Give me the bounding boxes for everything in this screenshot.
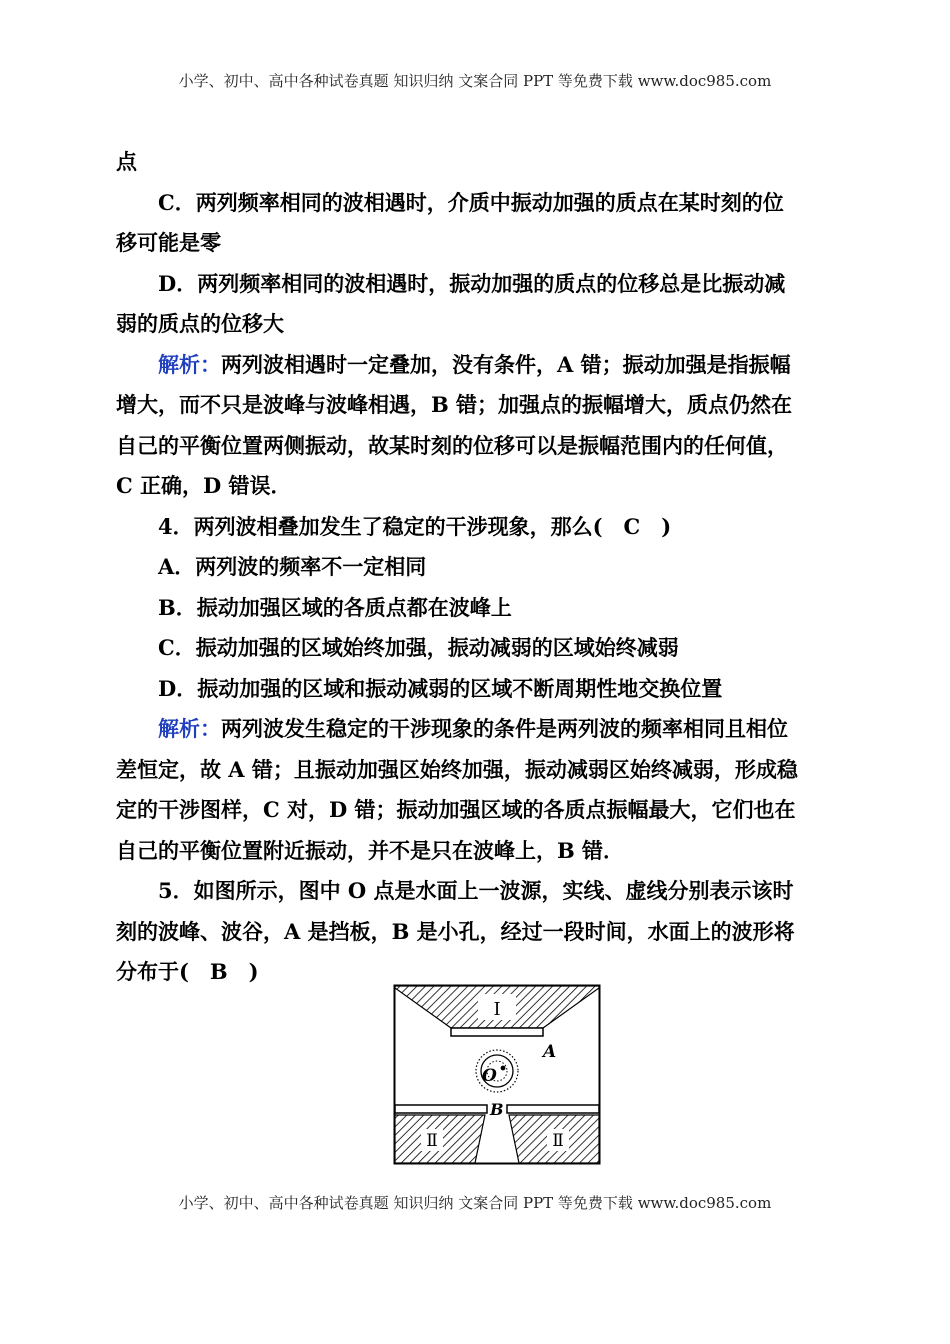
source-dot [501,1066,506,1071]
option-b: B．振动加强区域的各质点都在波峰上 [158,594,512,620]
question-5: 5．如图所示，图中 O 点是水面上一波源，实线、虚线分别表示该时 [158,878,794,903]
barrier-B-left [395,1105,487,1113]
text-line: 刻的波峰、波谷，A 是挡板，B 是小孔，经过一段时间，水面上的波形将 [116,918,795,944]
text-line: 定的干涉图样，C 对，D 错；振动加强区域的各质点振幅最大，它们也在 [116,797,796,822]
option-d: D．振动加强的区域和振动减弱的区域不断周期性地交换位置 [158,675,723,701]
text-line: 点 [116,149,137,174]
option-a: A．两列波的频率不一定相同 [158,554,427,579]
wave-diagram [393,984,601,1165]
text-line: C 正确，D 错误． [116,473,292,498]
text-line: 自己的平衡位置两侧振动，故某时刻的位移可以是振幅范围内的任何值， [116,432,788,458]
label-region-II-right: Ⅱ [552,1131,564,1151]
text-line: 自己的平衡位置附近振动，并不是只在波峰上，B 错． [116,837,625,863]
option-c: C．两列频率相同的波相遇时，介质中振动加强的质点在某时刻的位 [158,189,784,215]
option-d: D．两列频率相同的波相遇时，振动加强的质点的位移总是比振动减 [158,270,786,296]
analysis-text: 两列波相遇时一定叠加，没有条件，A 错；振动加强是指振幅 [221,351,791,377]
question-4: 4．两列波相叠加发生了稳定的干涉现象，那么( C ) [158,513,672,539]
label-B: B [490,1100,504,1119]
page-footer: 小学、初中、高中各种试卷真题 知识归纳 文案合同 PPT 等免费下载 www.doc985.com [178,1194,772,1212]
analysis-4 [116,709,838,750]
label-region-II-left: Ⅱ [426,1131,438,1151]
text-line: 移可能是零 [116,230,221,255]
label-O: O [482,1066,497,1086]
text-line: 差恒定，故 A 错；且振动加强区始终加强，振动减弱区始终减弱，形成稳 [116,756,798,782]
option-c: C．振动加强的区域始终加强，振动减弱的区域始终减弱 [158,635,679,660]
barrier-A [451,1028,543,1036]
text-line: 分布于( B ) [116,959,259,984]
label-A: A [543,1042,557,1062]
text-line: 增大，而不只是波峰与波峰相遇，B 错；加强点的振幅增大，质点仍然在 [116,392,793,417]
analysis-text: 两列波发生稳定的干涉现象的条件是两列波的频率相同且相位 [221,716,788,741]
barrier-B-right [507,1105,599,1113]
label-region-I: Ⅰ [493,999,501,1020]
analysis-3 [116,345,838,386]
analysis-label: 解析： [158,351,221,377]
page-header: 小学、初中、高中各种试卷真题 知识归纳 文案合同 PPT 等免费下载 www.doc985.com [178,72,772,90]
question-content [116,142,838,993]
text-line: 弱的质点的位移大 [116,311,284,336]
analysis-label: 解析： [158,716,221,741]
